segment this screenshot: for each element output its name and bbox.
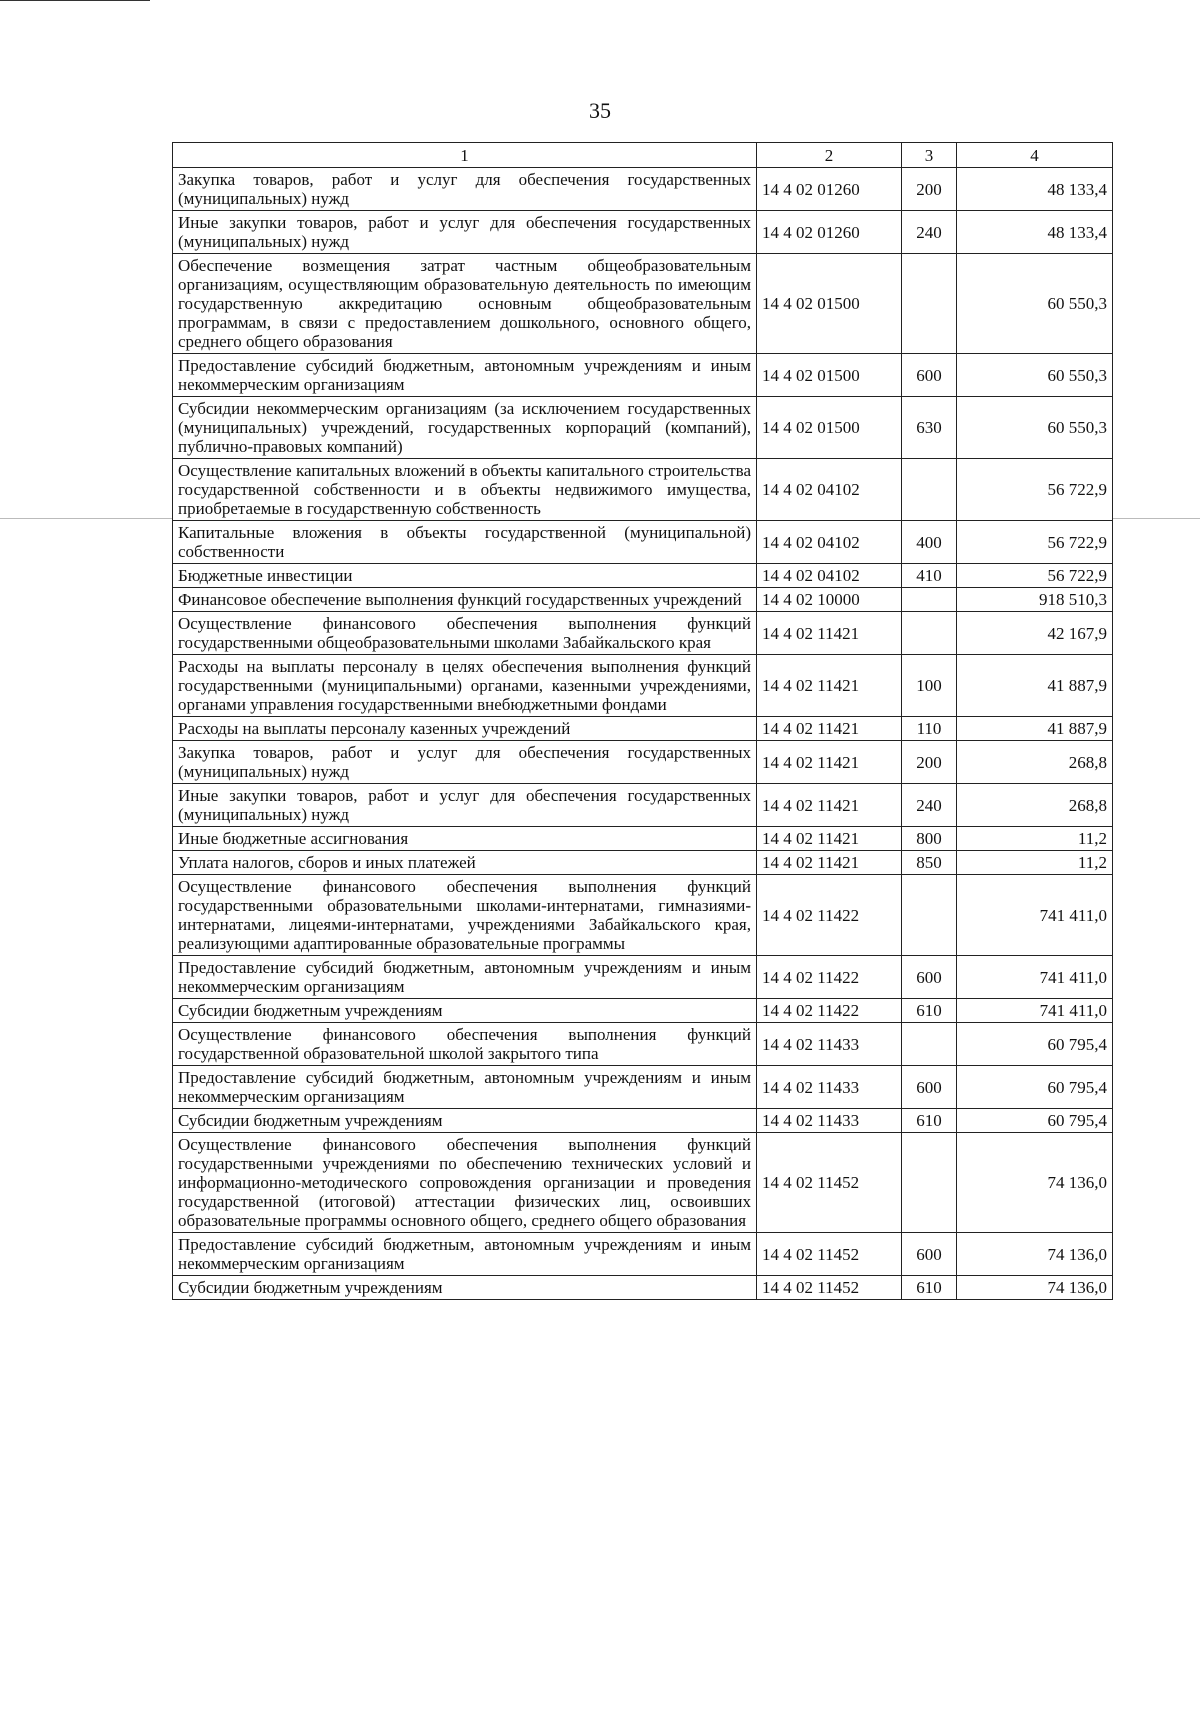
row-type-cell (902, 1133, 957, 1233)
row-amount-cell: 74 136,0 (957, 1276, 1113, 1300)
scan-artifact-line (1112, 518, 1200, 519)
row-name-cell: Расходы на выплаты персоналу казенных учреждений (173, 717, 757, 741)
row-amount-cell: 42 167,9 (957, 612, 1113, 655)
row-amount-cell: 60 550,3 (957, 354, 1113, 397)
row-code-cell: 14 4 02 11421 (757, 784, 902, 827)
row-type-cell: 610 (902, 1276, 957, 1300)
row-type-cell: 240 (902, 211, 957, 254)
row-type-cell: 100 (902, 655, 957, 717)
row-type-cell: 600 (902, 956, 957, 999)
table-row (173, 655, 1113, 717)
row-code-cell: 14 4 02 11421 (757, 612, 902, 655)
table-row (173, 875, 1113, 956)
table-row (173, 211, 1113, 254)
table-row (173, 168, 1113, 211)
table-row (173, 564, 1113, 588)
row-amount-cell: 60 795,4 (957, 1109, 1113, 1133)
table-row (173, 459, 1113, 521)
row-code-cell: 14 4 02 11452 (757, 1233, 902, 1276)
row-name-cell: Расходы на выплаты персоналу в целях обеспечения выполнения функций государственными (муниципальными) органами, казенными учреждениями, органами управления государственными внебюджетными фондами (173, 655, 757, 717)
row-amount-cell: 48 133,4 (957, 168, 1113, 211)
row-type-cell (902, 254, 957, 354)
row-amount-cell: 74 136,0 (957, 1133, 1113, 1233)
row-amount-cell: 56 722,9 (957, 564, 1113, 588)
row-amount-cell: 41 887,9 (957, 655, 1113, 717)
row-amount-cell: 268,8 (957, 784, 1113, 827)
row-amount-cell: 268,8 (957, 741, 1113, 784)
row-amount-cell: 741 411,0 (957, 956, 1113, 999)
row-name-cell: Осуществление финансового обеспечения выполнения функций государственной образовательной школой закрытого типа (173, 1023, 757, 1066)
row-name-cell: Предоставление субсидий бюджетным, автономным учреждениям и иным некоммерческим организациям (173, 1233, 757, 1276)
row-type-cell: 200 (902, 168, 957, 211)
row-name-cell: Предоставление субсидий бюджетным, автономным учреждениям и иным некоммерческим организациям (173, 1066, 757, 1109)
row-code-cell: 14 4 02 11452 (757, 1133, 902, 1233)
row-type-cell: 200 (902, 741, 957, 784)
row-name-cell: Иные закупки товаров, работ и услуг для обеспечения государственных (муниципальных) нужд (173, 784, 757, 827)
table-row (173, 999, 1113, 1023)
table-row (173, 1109, 1113, 1133)
table-row (173, 827, 1113, 851)
row-name-cell: Осуществление финансового обеспечения выполнения функций государственными образовательными школами-интернатами, гимназиями-интернатами, лицеями-интернатами, учреждениями Забайкальского края, реализующими адаптированные образовательные программы (173, 875, 757, 956)
page-number: 35 (589, 98, 611, 123)
row-name-cell: Уплата налогов, сборов и иных платежей (173, 851, 757, 875)
row-type-cell (902, 612, 957, 655)
table-row (173, 397, 1113, 459)
row-amount-cell: 60 550,3 (957, 397, 1113, 459)
row-code-cell: 14 4 02 11421 (757, 851, 902, 875)
table-row (173, 851, 1113, 875)
row-type-cell: 600 (902, 1233, 957, 1276)
scan-artifact-line (0, 0, 150, 1)
row-type-cell (902, 588, 957, 612)
row-type-cell (902, 1023, 957, 1066)
row-code-cell: 14 4 02 01500 (757, 354, 902, 397)
row-name-cell: Иные закупки товаров, работ и услуг для обеспечения государственных (муниципальных) нужд (173, 211, 757, 254)
row-amount-cell: 11,2 (957, 851, 1113, 875)
row-code-cell: 14 4 02 11433 (757, 1109, 902, 1133)
row-amount-cell: 60 795,4 (957, 1066, 1113, 1109)
row-name-cell: Предоставление субсидий бюджетным, автономным учреждениям и иным некоммерческим организациям (173, 956, 757, 999)
row-amount-cell: 918 510,3 (957, 588, 1113, 612)
row-amount-cell: 60 795,4 (957, 1023, 1113, 1066)
column-header: 2 (757, 143, 902, 168)
column-header: 4 (957, 143, 1113, 168)
row-name-cell: Обеспечение возмещения затрат частным общеобразовательным организациям, осуществляющим образовательную деятельность по имеющим государственную аккредитацию основным общеобразовательным программам, в связи с предоставлением дошкольного, основного общего, среднего общего образования (173, 254, 757, 354)
row-code-cell: 14 4 02 01260 (757, 168, 902, 211)
row-type-cell (902, 459, 957, 521)
table-row (173, 254, 1113, 354)
row-amount-cell: 74 136,0 (957, 1233, 1113, 1276)
table-row (173, 1133, 1113, 1233)
row-type-cell: 400 (902, 521, 957, 564)
row-code-cell: 14 4 02 04102 (757, 459, 902, 521)
scan-artifact-line (0, 518, 172, 519)
row-code-cell: 14 4 02 11422 (757, 875, 902, 956)
table-header-row (173, 143, 1113, 168)
row-type-cell: 600 (902, 354, 957, 397)
row-amount-cell: 56 722,9 (957, 459, 1113, 521)
table-row (173, 717, 1113, 741)
row-type-cell: 110 (902, 717, 957, 741)
row-type-cell: 850 (902, 851, 957, 875)
row-code-cell: 14 4 02 11422 (757, 999, 902, 1023)
table-row (173, 1066, 1113, 1109)
row-type-cell: 610 (902, 999, 957, 1023)
table-row (173, 1023, 1113, 1066)
row-name-cell: Закупка товаров, работ и услуг для обеспечения государственных (муниципальных) нужд (173, 741, 757, 784)
row-code-cell: 14 4 02 11421 (757, 717, 902, 741)
table-row (173, 521, 1113, 564)
row-name-cell: Субсидии бюджетным учреждениям (173, 1276, 757, 1300)
row-code-cell: 14 4 02 11421 (757, 741, 902, 784)
row-name-cell: Субсидии некоммерческим организациям (за исключением государственных (муниципальных) учреждений, государственных корпораций (компаний), публично-правовых компаний) (173, 397, 757, 459)
table-row (173, 1276, 1113, 1300)
row-name-cell: Предоставление субсидий бюджетным, автономным учреждениям и иным некоммерческим организациям (173, 354, 757, 397)
table-row (173, 354, 1113, 397)
row-code-cell: 14 4 02 11433 (757, 1066, 902, 1109)
row-code-cell: 14 4 02 04102 (757, 521, 902, 564)
row-name-cell: Субсидии бюджетным учреждениям (173, 1109, 757, 1133)
row-code-cell: 14 4 02 04102 (757, 564, 902, 588)
row-name-cell: Закупка товаров, работ и услуг для обеспечения государственных (муниципальных) нужд (173, 168, 757, 211)
table-row (173, 588, 1113, 612)
row-name-cell: Бюджетные инвестиции (173, 564, 757, 588)
table-row (173, 612, 1113, 655)
row-code-cell: 14 4 02 11422 (757, 956, 902, 999)
row-code-cell: 14 4 02 11421 (757, 827, 902, 851)
row-code-cell: 14 4 02 10000 (757, 588, 902, 612)
row-amount-cell: 56 722,9 (957, 521, 1113, 564)
row-amount-cell: 60 550,3 (957, 254, 1113, 354)
row-name-cell: Осуществление финансового обеспечения выполнения функций государственными общеобразовательными школами Забайкальского края (173, 612, 757, 655)
table-row (173, 784, 1113, 827)
table-row (173, 741, 1113, 784)
row-code-cell: 14 4 02 11421 (757, 655, 902, 717)
row-code-cell: 14 4 02 01260 (757, 211, 902, 254)
row-type-cell: 610 (902, 1109, 957, 1133)
row-name-cell: Осуществление финансового обеспечения выполнения функций государственными учреждениями по обеспечению технических условий и информационно-методического сопровождения организации и проведения государственной (итоговой) аттестации физических лиц, освоивших образовательные программы основного общего, среднего общего образования (173, 1133, 757, 1233)
row-name-cell: Субсидии бюджетным учреждениям (173, 999, 757, 1023)
row-type-cell: 800 (902, 827, 957, 851)
column-header: 3 (902, 143, 957, 168)
row-type-cell: 630 (902, 397, 957, 459)
column-header: 1 (173, 143, 757, 168)
row-code-cell: 14 4 02 01500 (757, 254, 902, 354)
row-type-cell (902, 875, 957, 956)
row-type-cell: 240 (902, 784, 957, 827)
row-amount-cell: 741 411,0 (957, 999, 1113, 1023)
budget-table (172, 142, 1113, 1300)
row-name-cell: Капитальные вложения в объекты государственной (муниципальной) собственности (173, 521, 757, 564)
row-name-cell: Финансовое обеспечение выполнения функций государственных учреждений (173, 588, 757, 612)
row-type-cell: 600 (902, 1066, 957, 1109)
table-row (173, 956, 1113, 999)
table-body (173, 168, 1113, 1300)
row-amount-cell: 48 133,4 (957, 211, 1113, 254)
table-row (173, 1233, 1113, 1276)
row-code-cell: 14 4 02 01500 (757, 397, 902, 459)
row-type-cell: 410 (902, 564, 957, 588)
row-name-cell: Осуществление капитальных вложений в объекты капитального строительства государственной собственности и в объекты недвижимого имущества, приобретаемые в государственную собственность (173, 459, 757, 521)
row-amount-cell: 41 887,9 (957, 717, 1113, 741)
row-code-cell: 14 4 02 11452 (757, 1276, 902, 1300)
row-amount-cell: 11,2 (957, 827, 1113, 851)
row-code-cell: 14 4 02 11433 (757, 1023, 902, 1066)
row-amount-cell: 741 411,0 (957, 875, 1113, 956)
row-name-cell: Иные бюджетные ассигнования (173, 827, 757, 851)
